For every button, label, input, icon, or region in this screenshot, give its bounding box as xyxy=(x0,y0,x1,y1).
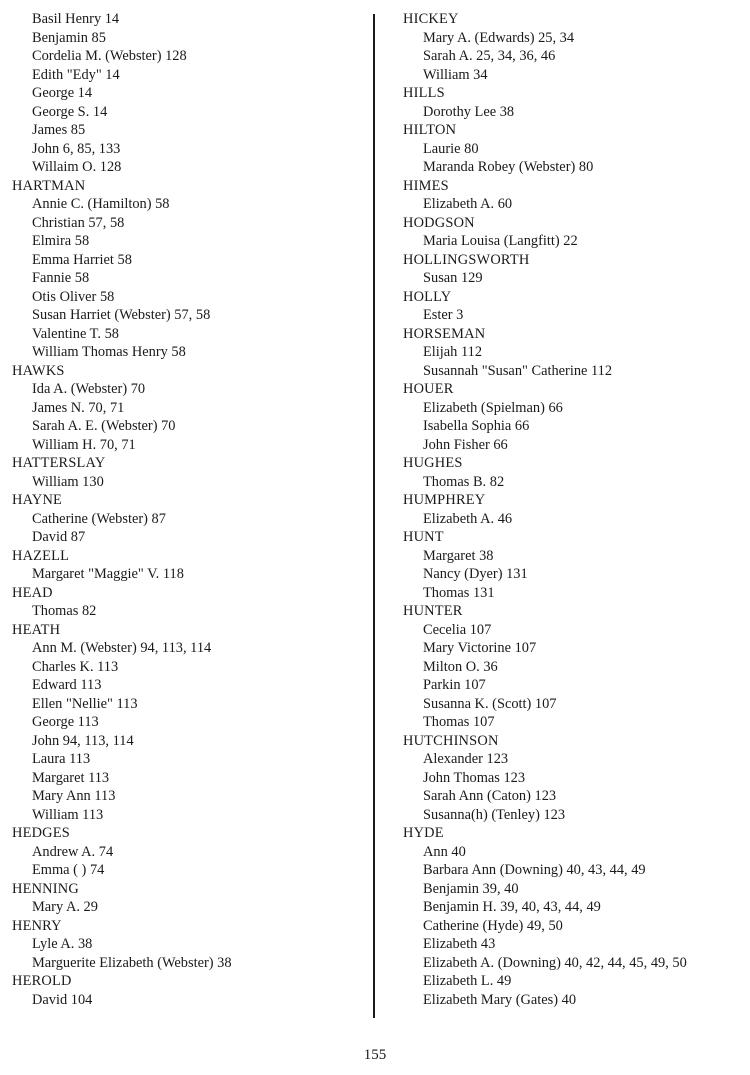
index-entry: Annie C. (Hamilton) 58 xyxy=(32,196,170,212)
index-entry: Elizabeth A. 46 xyxy=(423,510,513,527)
surname-heading: HUNTER xyxy=(403,603,463,619)
index-entry: Charles K. 113 xyxy=(32,658,119,675)
index-entry: John Fisher 66 xyxy=(423,436,508,453)
index-entry: Catherine (Hyde) 49, 50 xyxy=(423,917,563,934)
index-entry: Elizabeth L. 49 xyxy=(423,973,512,989)
surname-heading: HICKEY xyxy=(403,11,459,27)
index-entry: James N. 70, 71 xyxy=(32,399,125,416)
index-entry: William 34 xyxy=(423,66,488,83)
index-entry: Elizabeth 43 xyxy=(423,936,496,952)
index-entry: Elizabeth A. (Downing) 40, 42, 44, 45, 49, 50 xyxy=(423,954,687,971)
index-entry: Mary A. (Edwards) 25, 34 xyxy=(423,29,575,46)
index-entry: Maria Louisa (Langfitt) 22 xyxy=(423,233,578,249)
index-entry: Elijah 112 xyxy=(423,344,483,360)
surname-heading: HENNING xyxy=(12,880,79,897)
index-entry: Isabella Sophia 66 xyxy=(423,418,530,434)
surname-heading: HEATH xyxy=(12,621,61,638)
index-entry: Elmira 58 xyxy=(32,233,90,249)
index-entry: Laura 113 xyxy=(32,751,91,767)
surname-heading: HUTCHINSON xyxy=(403,732,499,749)
index-entry: Elizabeth (Spielman) 66 xyxy=(423,399,563,416)
index-entry: Elizabeth A. 60 xyxy=(423,196,513,212)
index-entry: Mary A. 29 xyxy=(32,899,98,915)
surname-heading: HAYNE xyxy=(12,492,63,508)
surname-heading: HUNT xyxy=(403,529,444,545)
column-divider xyxy=(373,14,375,1018)
index-entry: Mary Victorine 107 xyxy=(423,640,537,656)
index-entry: Sarah Ann (Caton) 123 xyxy=(423,788,557,804)
surname-heading: HAWKS xyxy=(12,362,65,379)
surname-heading: HODGSON xyxy=(403,214,475,231)
surname-heading: HARTMAN xyxy=(12,177,86,194)
index-entry: David 104 xyxy=(32,991,93,1008)
index-entry: William Thomas Henry 58 xyxy=(32,344,186,360)
index-entry: William 113 xyxy=(32,806,104,823)
surname-heading: HILLS xyxy=(403,85,445,101)
index-entry: Margaret 38 xyxy=(423,547,494,564)
index-entry: Benjamin 85 xyxy=(32,29,106,46)
surname-heading: HORSEMAN xyxy=(403,325,486,342)
index-entry: Thomas 131 xyxy=(423,584,495,601)
index-entry: Thomas 107 xyxy=(423,714,495,730)
index-entry: Marguerite Elizabeth (Webster) 38 xyxy=(32,954,232,971)
index-entry: Edith "Edy" 14 xyxy=(32,66,120,83)
surname-heading: HUGHES xyxy=(403,455,463,471)
page-number: 155 xyxy=(363,1047,387,1063)
index-entry: Benjamin 39, 40 xyxy=(423,880,519,897)
index-entry: David 87 xyxy=(32,529,86,545)
index-entry: Susannah "Susan" Catherine 112 xyxy=(423,362,613,379)
surname-heading: HAZELL xyxy=(12,547,70,564)
index-entry: George 113 xyxy=(32,714,99,730)
index-entry: James 85 xyxy=(32,122,86,138)
index-entry: Andrew A. 74 xyxy=(32,843,114,860)
index-entry: Nancy (Dyer) 131 xyxy=(423,566,528,582)
index-entry: Fannie 58 xyxy=(32,270,90,286)
index-entry: Ann M. (Webster) 94, 113, 114 xyxy=(32,640,212,656)
index-entry: Ellen "Nellie" 113 xyxy=(32,695,138,712)
surname-heading: HOLLY xyxy=(403,288,452,305)
index-entry: Ida A. (Webster) 70 xyxy=(32,381,146,397)
index-entry: Parkin 107 xyxy=(423,677,486,693)
index-entry: John 6, 85, 133 xyxy=(32,140,121,157)
index-entry: Thomas 82 xyxy=(32,603,97,619)
index-entry: Cecelia 107 xyxy=(423,621,492,638)
surname-heading: HILTON xyxy=(403,122,457,138)
surname-heading: HATTERSLAY xyxy=(12,455,106,471)
index-entry: Alexander 123 xyxy=(423,751,509,767)
index-entry: Basil Henry 14 xyxy=(32,11,120,27)
surname-heading: HUMPHREY xyxy=(403,492,486,508)
index-entry: Ester 3 xyxy=(423,307,464,323)
index-entry: Laurie 80 xyxy=(423,140,479,157)
surname-heading: HENRY xyxy=(12,917,62,934)
index-entry: Catherine (Webster) 87 xyxy=(32,510,166,527)
index-entry: William H. 70, 71 xyxy=(32,436,136,453)
index-entry: Barbara Ann (Downing) 40, 43, 44, 49 xyxy=(423,862,646,878)
index-entry: Ann 40 xyxy=(423,843,466,860)
index-entry: Susan 129 xyxy=(423,270,483,286)
index-entry: Cordelia M. (Webster) 128 xyxy=(32,48,187,64)
index-entry: Elizabeth Mary (Gates) 40 xyxy=(423,991,577,1008)
index-entry: Susan Harriet (Webster) 57, 58 xyxy=(32,307,211,323)
index-entry: Margaret 113 xyxy=(32,769,110,786)
surname-heading: HIMES xyxy=(403,177,449,194)
index-entry: Emma ( ) 74 xyxy=(32,862,105,878)
index-entry: Sarah A. 25, 34, 36, 46 xyxy=(423,48,556,64)
index-entry: Susanna(h) (Tenley) 123 xyxy=(423,806,566,823)
surname-heading: HEROLD xyxy=(12,973,72,989)
index-entry: George 14 xyxy=(32,85,93,101)
index-entry: Willaim O. 128 xyxy=(32,159,122,175)
index-entry: Emma Harriet 58 xyxy=(32,251,132,268)
index-entry: Valentine T. 58 xyxy=(32,325,119,342)
surname-heading: HEAD xyxy=(12,584,53,601)
surname-heading: HOUER xyxy=(403,381,454,397)
index-entry: Edward 113 xyxy=(32,677,102,693)
index-entry: Sarah A. E. (Webster) 70 xyxy=(32,418,176,434)
index-entry: Margaret "Maggie" V. 118 xyxy=(32,566,184,582)
index-entry: Christian 57, 58 xyxy=(32,214,125,231)
index-entry: Otis Oliver 58 xyxy=(32,288,115,305)
index-entry: Milton O. 36 xyxy=(423,658,498,675)
surname-heading: HYDE xyxy=(403,825,444,841)
index-entry: Mary Ann 113 xyxy=(32,788,116,804)
index-entry: Susanna K. (Scott) 107 xyxy=(423,695,557,712)
index-column-left xyxy=(12,10,367,1009)
index-entry: Thomas B. 82 xyxy=(423,473,505,490)
index-entry: Dorothy Lee 38 xyxy=(423,103,515,120)
index-entry: John 94, 113, 114 xyxy=(32,732,134,749)
index-entry: John Thomas 123 xyxy=(423,769,526,786)
index-entry: Benjamin H. 39, 40, 43, 44, 49 xyxy=(423,899,601,915)
index-column-right xyxy=(403,10,748,1009)
index-entry: George S. 14 xyxy=(32,103,108,120)
surname-heading: HOLLINGSWORTH xyxy=(403,251,530,268)
index-entry: Lyle A. 38 xyxy=(32,936,93,952)
index-entry: William 130 xyxy=(32,473,104,490)
surname-heading: HEDGES xyxy=(12,825,70,841)
index-entry: Maranda Robey (Webster) 80 xyxy=(423,159,594,175)
